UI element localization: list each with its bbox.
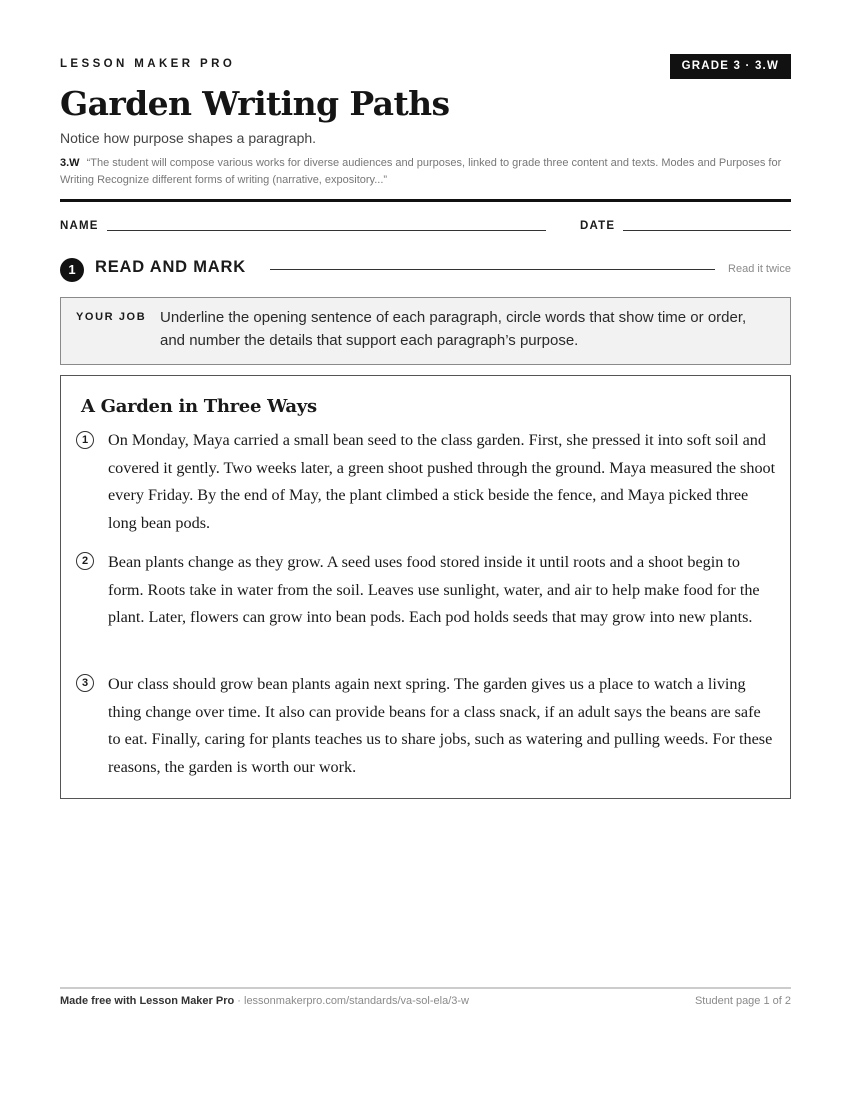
passage-title: A Garden in Three Ways xyxy=(81,396,317,417)
footer-separator: · xyxy=(234,995,244,1007)
name-field[interactable] xyxy=(107,230,546,231)
date-field[interactable] xyxy=(623,230,791,231)
name-label: NAME xyxy=(60,220,99,232)
section-divider xyxy=(270,269,715,270)
page-subtitle: Notice how purpose shapes a paragraph. xyxy=(60,130,317,146)
section-note: Read it twice xyxy=(728,263,791,275)
paragraph-number-3: 3 xyxy=(76,674,94,692)
page-title: Garden Writing Paths xyxy=(60,84,450,123)
footer-url[interactable]: lessonmakerpro.com/standards/va-sol-ela/3-w xyxy=(244,995,469,1007)
date-label: DATE xyxy=(580,220,616,232)
paragraph-number-2: 2 xyxy=(76,552,94,570)
grade-badge: GRADE 3 · 3.W xyxy=(670,54,791,79)
paragraph-3: Our class should grow bean plants again next spring. The garden gives us a place to watch a living thing change over time. It also can provide beans for a class snack, if an adult says the beans are safe to eat. Finally, caring for plants teaches us to share jobs, such as watering and pulling weeds. For these reasons, the garden is worth our work. xyxy=(108,675,773,776)
footer-made-with: Made free with Lesson Maker Pro xyxy=(60,995,235,1007)
footer-credit xyxy=(60,995,469,1007)
header-divider xyxy=(60,199,791,202)
reading-passage xyxy=(60,375,791,799)
standard-code: 3.W xyxy=(60,157,80,169)
paragraph-2: Bean plants change as they grow. A seed uses food stored inside it until roots and a shoot begin to form. Roots take in water from the soil. Leaves use sunlight, water, and air to help make food for the plant. Later, flowers can grow into bean pods. Each pod holds seeds that may grow into new plants. xyxy=(108,553,760,626)
paragraph-number-1: 1 xyxy=(76,431,94,449)
standard-description xyxy=(60,155,791,189)
instructions-label: YOUR JOB xyxy=(76,311,147,323)
footer-divider xyxy=(60,987,791,989)
section-title: READ AND MARK xyxy=(95,258,246,276)
instructions-text: Underline the opening sentence of each paragraph, circle words that show time or order, and number the details that support each paragraph’s purpose. xyxy=(160,309,747,349)
standard-text: “The student will compose various works for diverse audiences and purposes, linked to grade three content and texts. Modes and Purposes for Writing Recognize different forms of writing (narrative, expository...” xyxy=(60,157,782,186)
instructions-box xyxy=(60,297,791,365)
paragraph-1: On Monday, Maya carried a small bean seed to the class garden. First, she pressed it into soft soil and covered it gently. Two weeks later, a green shoot pushed through the ground. Maya measured the shoot every Friday. By the end of May, the plant climbed a stick beside the fence, and Maya picked three long bean pods. xyxy=(108,431,776,532)
worksheet-page xyxy=(60,0,791,1100)
brand-name: LESSON MAKER PRO xyxy=(60,58,236,70)
section-number-badge: 1 xyxy=(60,258,84,282)
footer-page-number: Student page 1 of 2 xyxy=(694,995,791,1007)
